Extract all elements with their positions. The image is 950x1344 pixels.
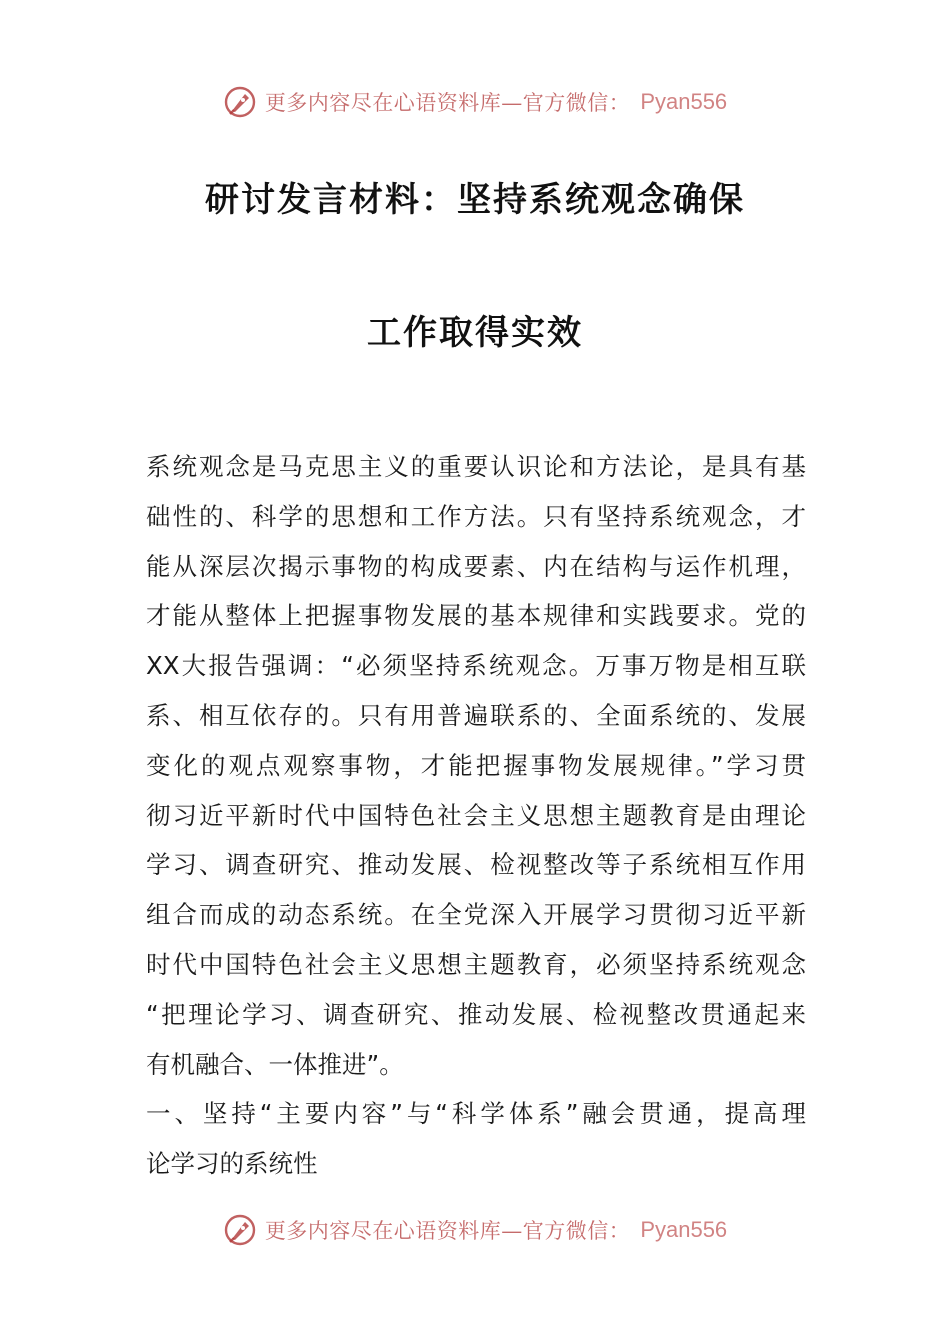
pen-nib-circle-icon [223, 85, 257, 119]
document-body [146, 442, 806, 1189]
watermark-id: Pyan556 [640, 89, 728, 114]
body-line: 能从深层次揭示事物的构成要素、内在结构与运作机理， [146, 551, 806, 581]
watermark-text: 更多内容尽在心语资料库—官方微信： [264, 91, 631, 115]
watermark-id: Pyan556 [640, 1217, 728, 1242]
header-watermark [0, 82, 950, 122]
document-title-line-1: 研讨发言材料：坚持系统观念确保 [205, 180, 745, 220]
body-line: 变化的观点观察事物，才能把握事物发展规律。”学习贯 [146, 750, 806, 780]
body-line: 系、相互依存的。只有用普遍联系的、全面系统的、发展 [146, 700, 806, 730]
body-line: 系统观念是马克思主义的重要认识论和方法论，是具有基 [146, 452, 806, 481]
body-line: XX大报告强调：“必须坚持系统观念。万事万物是相互联 [146, 651, 806, 681]
body-line: 础性的、科学的思想和工作方法。只有坚持系统观念，才 [146, 501, 806, 531]
body-line: 有机融合、一体推进”。 [146, 1049, 404, 1079]
body-line: 才能从整体上把握事物发展的基本规律和实践要求。党的 [146, 601, 806, 631]
body-line: “把理论学习、调查研究、推动发展、检视整改贯通起来 [146, 999, 806, 1029]
footer-watermark [0, 1210, 950, 1250]
watermark-text: 更多内容尽在心语资料库—官方微信： [264, 1219, 631, 1243]
document-title-line-2: 工作取得实效 [367, 313, 583, 353]
section-heading-line: 一、坚持“主要内容”与“科学体系”融会贯通，提高理 [146, 1099, 806, 1129]
section-heading-line: 论学习的系统性 [146, 1149, 318, 1179]
body-line: 学习、调查研究、推动发展、检视整改等子系统相互作用 [146, 850, 806, 880]
pen-nib-circle-icon [223, 1213, 257, 1247]
body-line: 组合而成的动态系统。在全党深入开展学习贯彻习近平新 [146, 900, 806, 930]
body-line: 彻习近平新时代中国特色社会主义思想主题教育是由理论 [146, 800, 806, 830]
body-line: 时代中国特色社会主义思想主题教育，必须坚持系统观念 [146, 949, 806, 979]
